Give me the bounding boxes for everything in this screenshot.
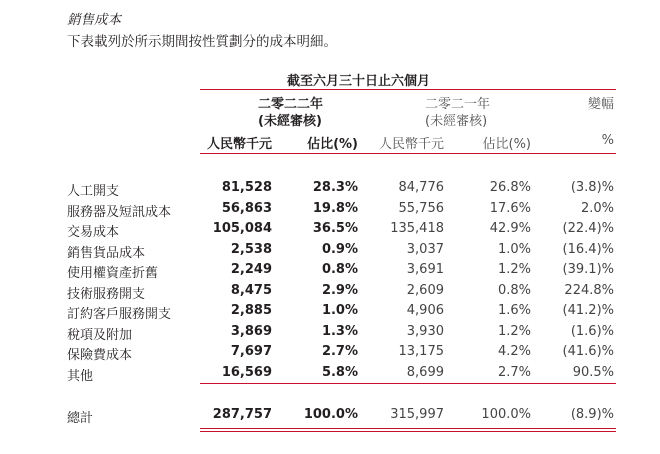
row-label: 交易成本 bbox=[67, 225, 120, 240]
row-change: (39.1)% bbox=[562, 262, 614, 277]
row-change: 2.0% bbox=[580, 200, 614, 216]
row-rmb-2022: 81,528 bbox=[221, 180, 272, 195]
row-rmb-2021: 3,037 bbox=[406, 241, 444, 257]
header-rule-top bbox=[200, 89, 616, 90]
table-row bbox=[0, 283, 660, 303]
col-rmb-2022: 人民幣千元 bbox=[206, 137, 272, 152]
table-row bbox=[0, 303, 660, 323]
table-row bbox=[0, 365, 660, 385]
unaudited-2022-header: (未經審核) bbox=[258, 114, 322, 129]
row-pct-2021: 4.2% bbox=[497, 344, 531, 359]
total-rmb-2022: 287,757 bbox=[212, 407, 272, 422]
row-pct-2022: 19.8% bbox=[312, 200, 358, 216]
row-change: (41.2)% bbox=[562, 303, 614, 318]
total-pct-2022: 100.0% bbox=[303, 407, 358, 422]
row-rmb-2022: 56,863 bbox=[221, 200, 272, 216]
row-pct-2021: 1.2% bbox=[497, 323, 531, 339]
row-rmb-2021: 3,930 bbox=[406, 323, 444, 339]
total-rule-top bbox=[200, 383, 616, 384]
row-rmb-2022: 105,084 bbox=[212, 221, 272, 236]
total-rmb-2021: 315,997 bbox=[390, 407, 444, 422]
table-row bbox=[0, 242, 660, 262]
row-label: 服務器及短訊成本 bbox=[67, 204, 172, 220]
total-pct-2021: 100.0% bbox=[481, 407, 531, 422]
row-rmb-2021: 4,906 bbox=[406, 303, 444, 318]
row-pct-2022: 2.7% bbox=[321, 344, 358, 359]
row-change: (3.8)% bbox=[570, 180, 614, 195]
header-rule-bottom bbox=[200, 153, 616, 154]
row-rmb-2022: 2,249 bbox=[230, 262, 272, 277]
row-pct-2022: 1.3% bbox=[321, 323, 358, 339]
row-change: 90.5% bbox=[572, 364, 614, 380]
row-pct-2022: 5.8% bbox=[321, 364, 358, 380]
total-rule-bottom-2 bbox=[200, 431, 616, 432]
section-title: 銷售成本 bbox=[67, 12, 121, 28]
col-rmb-2021: 人民幣千元 bbox=[378, 137, 444, 152]
period-header: 截至六月三十日止六個月 bbox=[287, 74, 431, 89]
section-intro: 下表載列於所示期間按性質劃分的成本明細。 bbox=[67, 34, 337, 50]
row-label: 使用權資產折舊 bbox=[67, 266, 159, 281]
table-row bbox=[0, 344, 660, 364]
row-pct-2021: 26.8% bbox=[489, 180, 531, 195]
col-pct-2021: 佔比(%) bbox=[482, 137, 531, 152]
row-pct-2021: 17.6% bbox=[489, 200, 531, 216]
change-header: 變幅 bbox=[587, 97, 614, 112]
table-row bbox=[0, 180, 660, 200]
row-rmb-2022: 3,869 bbox=[230, 323, 272, 339]
row-change: (41.6)% bbox=[562, 344, 614, 359]
total-rule-bottom-1 bbox=[200, 428, 616, 429]
row-label: 保險費成本 bbox=[67, 348, 133, 363]
total-change: (8.9)% bbox=[570, 407, 614, 422]
row-change: (1.6)% bbox=[570, 323, 614, 339]
row-rmb-2022: 2,538 bbox=[230, 241, 272, 257]
row-rmb-2022: 2,885 bbox=[230, 303, 272, 318]
row-label: 稅項及附加 bbox=[67, 327, 133, 343]
row-pct-2021: 1.2% bbox=[497, 262, 531, 277]
col-pct-2022: 佔比(%) bbox=[307, 137, 358, 152]
table-row bbox=[0, 201, 660, 221]
row-rmb-2022: 16,569 bbox=[221, 364, 272, 380]
row-pct-2021: 2.7% bbox=[497, 364, 531, 380]
row-label: 技術服務開支 bbox=[67, 286, 146, 302]
row-pct-2021: 0.8% bbox=[497, 282, 531, 298]
row-rmb-2021: 3,691 bbox=[406, 262, 444, 277]
total-label: 總計 bbox=[67, 411, 94, 426]
row-rmb-2021: 135,418 bbox=[390, 221, 444, 236]
row-pct-2021: 1.0% bbox=[497, 241, 531, 257]
row-pct-2021: 1.6% bbox=[497, 303, 531, 318]
row-rmb-2021: 8,699 bbox=[406, 364, 444, 380]
table-row-total bbox=[0, 407, 660, 427]
col-change-unit: % bbox=[601, 133, 614, 148]
row-pct-2022: 0.8% bbox=[321, 262, 358, 277]
row-pct-2022: 1.0% bbox=[321, 303, 358, 318]
row-label: 人工開支 bbox=[67, 184, 120, 199]
row-label: 其他 bbox=[67, 368, 94, 384]
year-2021-header: 二零二一年 bbox=[425, 97, 491, 112]
table-row bbox=[0, 324, 660, 344]
row-pct-2022: 2.9% bbox=[321, 282, 358, 298]
row-rmb-2022: 7,697 bbox=[230, 344, 272, 359]
row-change: (16.4)% bbox=[562, 241, 614, 257]
table-row bbox=[0, 262, 660, 282]
row-rmb-2021: 2,609 bbox=[406, 282, 444, 298]
unaudited-2021-header: (未經審核) bbox=[425, 114, 488, 129]
row-rmb-2021: 84,776 bbox=[398, 180, 444, 195]
row-rmb-2022: 8,475 bbox=[230, 282, 272, 298]
row-pct-2022: 36.5% bbox=[312, 221, 358, 236]
year-2022-header: 二零二二年 bbox=[258, 97, 324, 112]
row-rmb-2021: 13,175 bbox=[398, 344, 444, 359]
row-pct-2021: 42.9% bbox=[489, 221, 531, 236]
row-label: 訂約客戶服務開支 bbox=[67, 307, 172, 322]
row-rmb-2021: 55,756 bbox=[398, 200, 444, 216]
row-change: (22.4)% bbox=[562, 221, 614, 236]
row-pct-2022: 28.3% bbox=[312, 180, 358, 195]
row-label: 銷售貨品成本 bbox=[67, 245, 146, 261]
table-row bbox=[0, 221, 660, 241]
row-pct-2022: 0.9% bbox=[321, 241, 358, 257]
row-change: 224.8% bbox=[564, 282, 614, 298]
